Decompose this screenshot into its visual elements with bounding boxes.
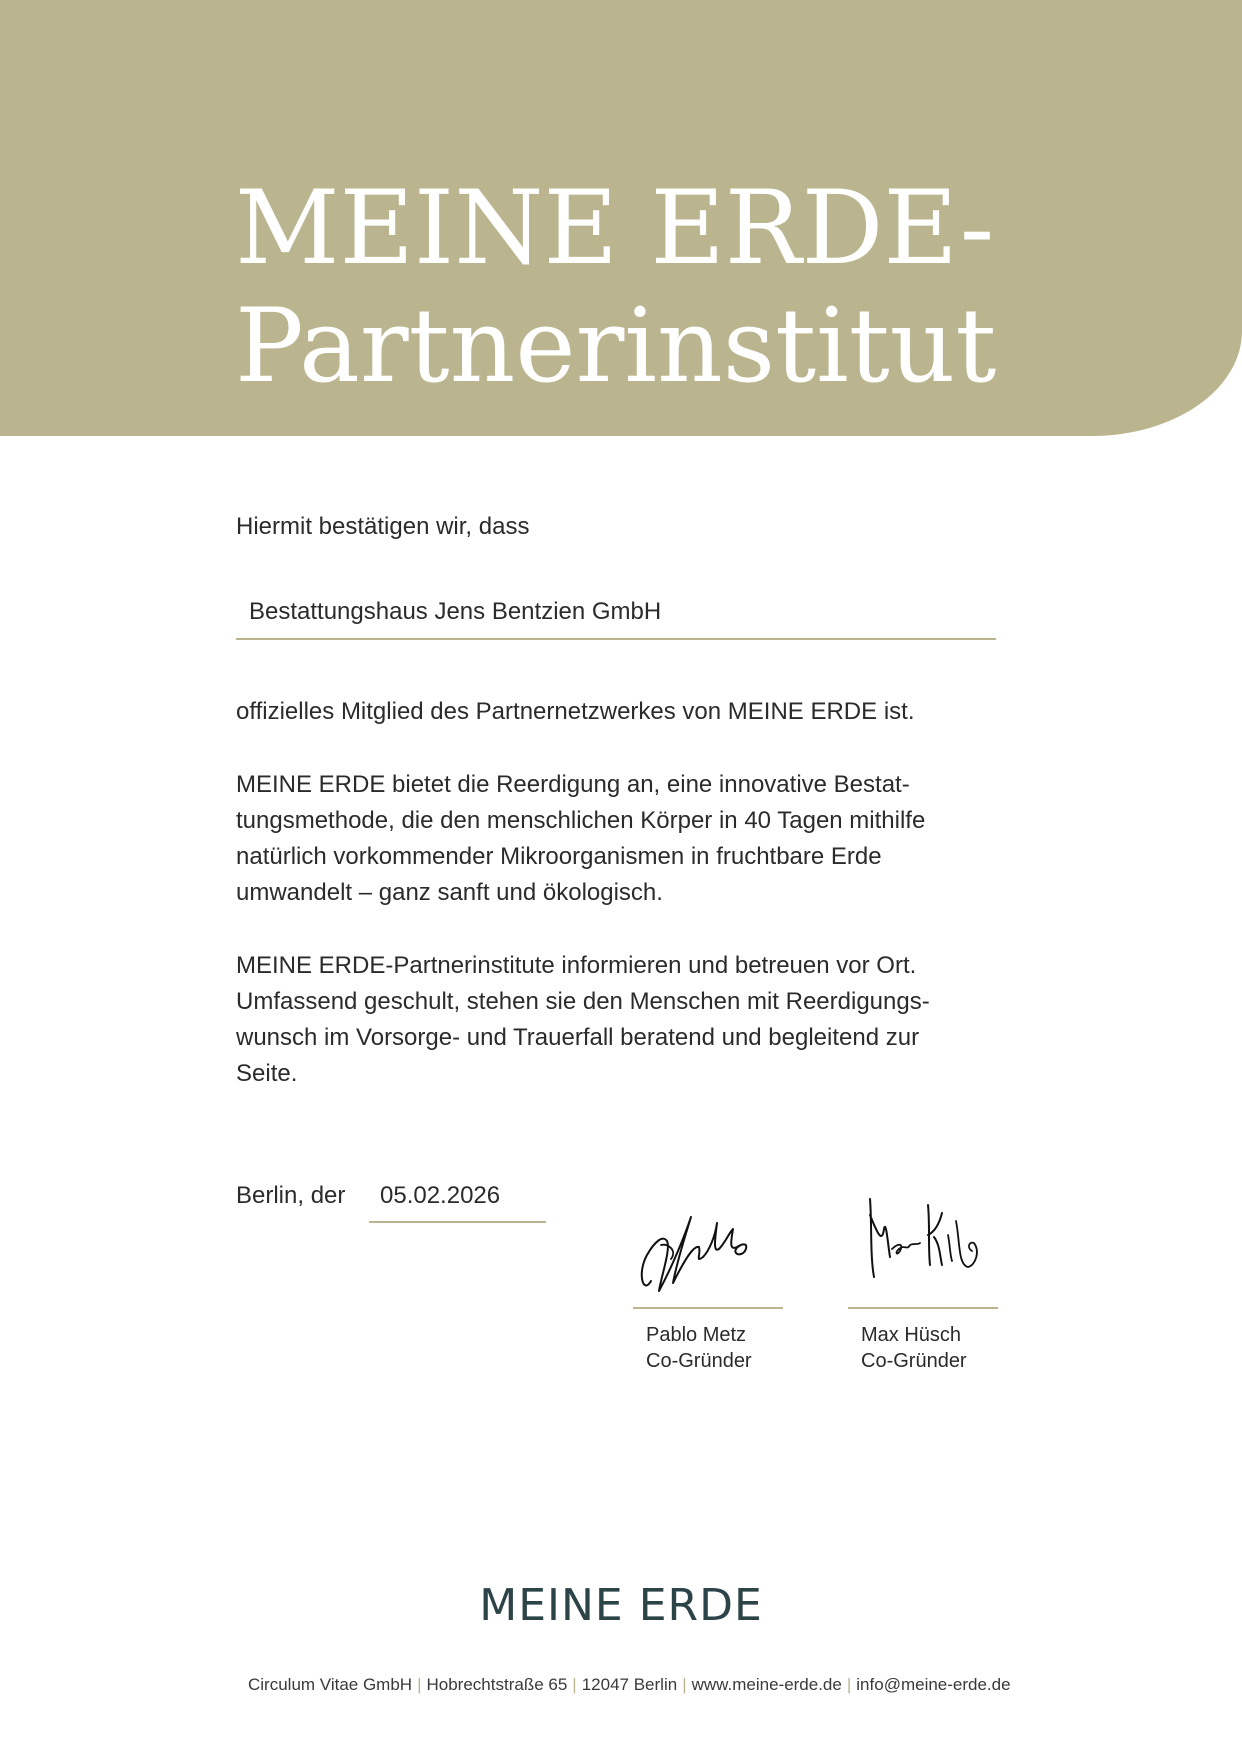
footer-separator: | [417, 1675, 422, 1694]
footer-street: Hobrechtstraße 65 [426, 1675, 568, 1694]
title-line-1: MEINE ERDE- [235, 169, 995, 288]
paragraph-line: Seite. [236, 1060, 298, 1087]
paragraph-line: umwandelt – ganz sanft und ökologisch. [236, 879, 663, 906]
footer-address [248, 1673, 1011, 1697]
signature-line [848, 1307, 998, 1309]
meine-erde-logo: MEINE ERDE [479, 1580, 763, 1631]
signature-pablo-metz-icon [633, 1185, 783, 1305]
recipient-field [236, 592, 996, 640]
description-paragraph-1 [236, 767, 996, 911]
signature-max-huesch-icon [848, 1185, 998, 1305]
title-line-2: Partnerinstitut [235, 287, 997, 406]
footer-separator: | [572, 1675, 577, 1694]
recipient-name: Bestattungshaus Jens Bentzien GmbH [249, 598, 662, 625]
signer-name: Pablo Metz [646, 1324, 747, 1346]
paragraph-line: MEINE ERDE-Partnerinstitute informieren und betreuen vor Ort. [236, 952, 917, 979]
membership-text: offizielles Mitglied des Partnernetzwerkes von MEINE ERDE ist. [236, 698, 915, 725]
paragraph-line: MEINE ERDE bietet die Reerdigung an, eine innovative Bestat- [236, 771, 910, 798]
footer-separator: | [846, 1675, 852, 1694]
signer-role: Co-Gründer [646, 1350, 752, 1372]
footer-email: info@meine-erde.de [856, 1675, 1011, 1694]
date-value: 05.02.2026 [380, 1182, 501, 1209]
footer-company: Circulum Vitae GmbH [248, 1675, 413, 1694]
signer-name: Max Hüsch [861, 1324, 962, 1346]
intro-text: Hiermit bestätigen wir, dass [236, 513, 530, 540]
paragraph-line: tungsmethode, die den menschlichen Körper in 40 Tagen mithilfe [236, 807, 926, 834]
paragraph-line: Umfassend geschult, stehen sie den Menschen mit Reerdigungs- [236, 988, 930, 1015]
date-field [369, 1178, 546, 1223]
footer-city: 12047 Berlin [581, 1675, 678, 1694]
footer-website: www.meine-erde.de [691, 1675, 842, 1694]
certificate-title [235, 170, 996, 406]
paragraph-line: natürlich vorkommender Mikroorganismen in fruchtbare Erde [236, 843, 882, 870]
place-label: Berlin, der [236, 1182, 346, 1209]
signer-role: Co-Gründer [861, 1350, 967, 1372]
signature-line [633, 1307, 783, 1309]
paragraph-line: wunsch im Vorsorge- und Trauerfall beratend und begleitend zur [236, 1024, 920, 1051]
footer-separator: | [682, 1675, 687, 1694]
description-paragraph-2 [236, 948, 996, 1092]
